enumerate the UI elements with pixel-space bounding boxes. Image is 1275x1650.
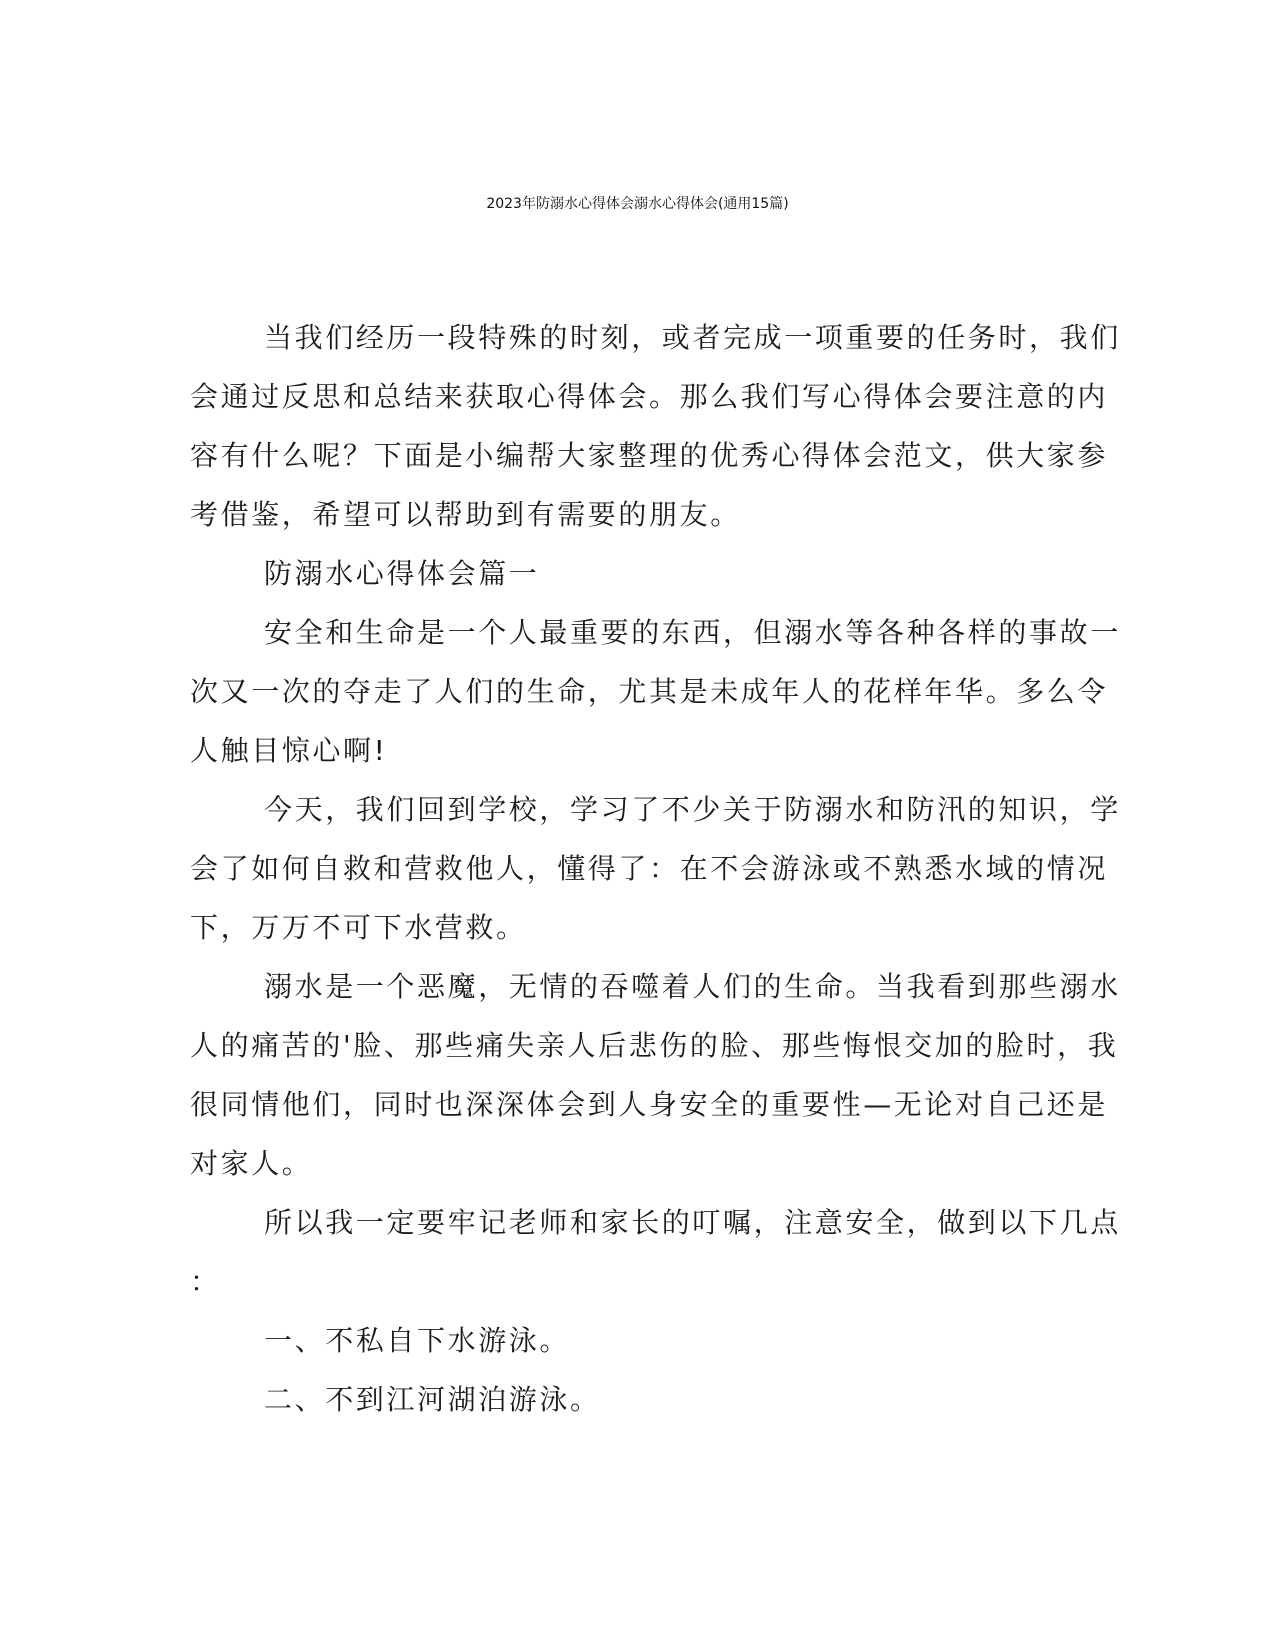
paragraph-line: 溺水是一个恶魔，无情的吞噬着人们的生命。当我看到那些溺水 bbox=[264, 970, 1121, 1003]
paragraph-line: 很同情他们，同时也深深体会到人身安全的重要性—无论对自己还是 bbox=[190, 1088, 1109, 1121]
paragraph-line: 会通过反思和总结来获取心得体会。那么我们写心得体会要注意的内 bbox=[190, 380, 1109, 413]
list-item: 二、不到江河湖泊游泳。 bbox=[264, 1383, 601, 1416]
document-title: 2023年防溺水心得体会溺水心得体会(通用15篇) bbox=[486, 196, 789, 212]
paragraph-line: 今天，我们回到学校，学习了不少关于防溺水和防汛的知识，学 bbox=[264, 793, 1121, 826]
paragraph-line: 人触目惊心啊! bbox=[190, 734, 388, 767]
list-item: 一、不私自下水游泳。 bbox=[264, 1324, 571, 1357]
paragraph-line: 对家人。 bbox=[190, 1147, 313, 1180]
paragraph-line: 考借鉴，希望可以帮助到有需要的朋友。 bbox=[190, 498, 741, 531]
paragraph-line: 人的痛苦的'脸、那些痛失亲人后悲伤的脸、那些悔恨交加的脸时，我 bbox=[190, 1029, 1119, 1062]
paragraph-line: 容有什么呢？下面是小编帮大家整理的优秀心得体会范文，供大家参 bbox=[190, 439, 1109, 472]
paragraph-line: 所以我一定要牢记老师和家长的叮嘱，注意安全，做到以下几点 bbox=[264, 1206, 1121, 1239]
section-heading: 防溺水心得体会篇一 bbox=[264, 557, 540, 590]
paragraph-line: 下，万万不可下水营救。 bbox=[190, 911, 527, 944]
paragraph-line: 当我们经历一段特殊的时刻，或者完成一项重要的任务时，我们 bbox=[264, 321, 1121, 354]
paragraph-line: 安全和生命是一个人最重要的东西，但溺水等各种各样的事故一 bbox=[264, 616, 1121, 649]
paragraph-line: ： bbox=[190, 1265, 221, 1298]
paragraph-line: 会了如何自救和营救他人，懂得了：在不会游泳或不熟悉水域的情况 bbox=[190, 852, 1109, 885]
paragraph-line: 次又一次的夺走了人们的生命，尤其是未成年人的花样年华。多么令 bbox=[190, 675, 1109, 708]
